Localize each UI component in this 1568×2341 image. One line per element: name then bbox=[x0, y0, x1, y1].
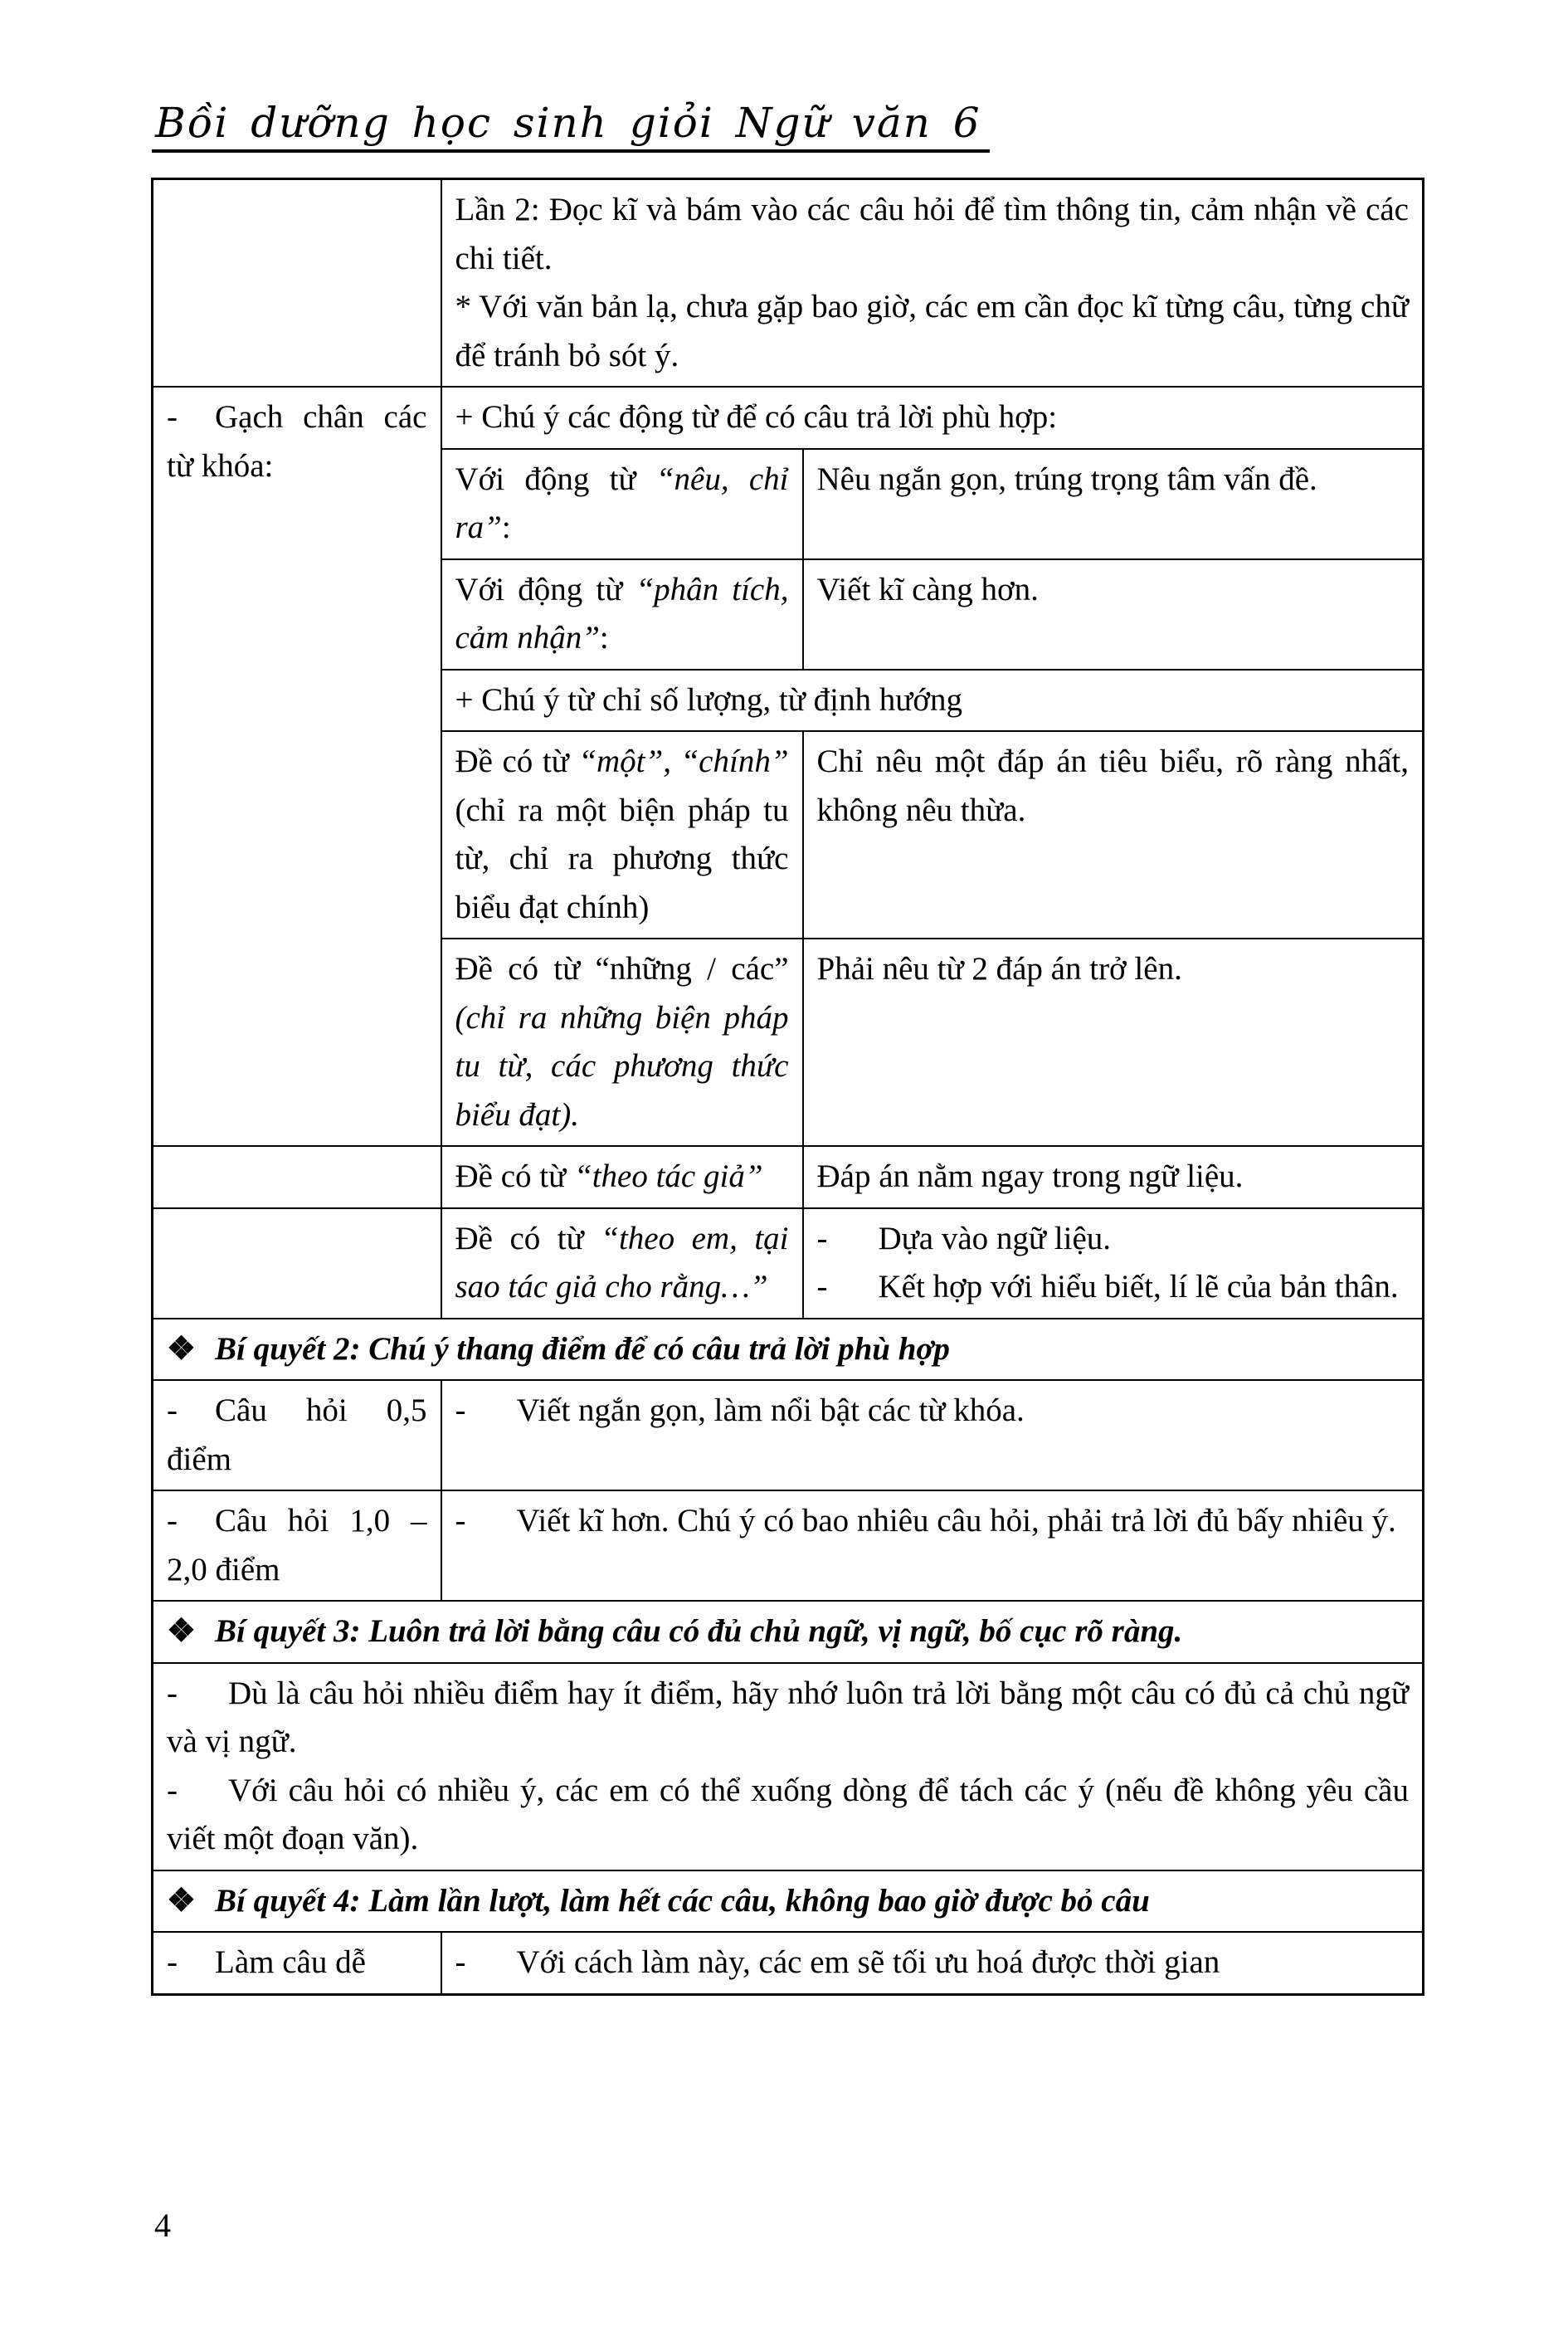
verb-phantich-italic: “phân tích, cảm nhận” bbox=[455, 571, 789, 656]
cell-theo-tacgia-answer bbox=[803, 1146, 1424, 1208]
theo-em-prefix: Đề có từ bbox=[455, 1220, 601, 1256]
cell-qty-mot-key bbox=[441, 731, 803, 939]
secret3-point-2: - Với câu hỏi có nhiều ý, các em có thể xuống dòng để tách các ý (nếu đề không yêu cầu viết một đoạn văn). bbox=[167, 1767, 1409, 1864]
qty-mot-prefix: Đề có từ bbox=[455, 744, 579, 779]
cell-easy-questions-advice bbox=[441, 1932, 1424, 1994]
book-title: Bồi dưỡng học sinh giỏi Ngữ văn 6 bbox=[152, 98, 990, 153]
verb-neu-prefix: Với động từ bbox=[455, 461, 656, 497]
diamond-icon: ❖ bbox=[167, 1330, 196, 1367]
row-question-10-20 bbox=[153, 1490, 1424, 1601]
question-10-20-label: Câu hỏi 1,0 – 2,0 điểm bbox=[167, 1503, 427, 1587]
cell-theo-em-answers bbox=[803, 1208, 1424, 1319]
cell-question-10-20-advice bbox=[441, 1490, 1424, 1601]
note-verbs-text: + Chú ý các động từ để có câu trả lời phù hợp: bbox=[455, 399, 1058, 435]
cell-verb-neu-answer bbox=[803, 449, 1424, 559]
bullet-dash: - bbox=[455, 1392, 466, 1428]
cell-read-round2 bbox=[441, 179, 1424, 388]
cell-empty bbox=[153, 1208, 441, 1319]
cell-note-verbs bbox=[441, 387, 1424, 449]
qty-mot-answer: Chỉ nêu một đáp án tiêu biểu, rõ ràng nhất, không nêu thừa. bbox=[816, 744, 1409, 828]
question-05-advice: Viết ngắn gọn, làm nổi bật các từ khóa. bbox=[516, 1392, 1025, 1428]
cell-qty-mot-answer bbox=[803, 731, 1424, 939]
page-header bbox=[152, 98, 990, 153]
theo-tacgia-prefix: Đề có từ bbox=[455, 1158, 575, 1194]
secret2-heading-text: Bí quyết 2: Chú ý thang điểm để có câu trả lời phù hợp bbox=[215, 1330, 950, 1367]
bullet-dash: - bbox=[167, 399, 178, 435]
secret3-point-1: - Dù là câu hỏi nhiều điểm hay ít điểm, hãy nhớ luôn trả lời bằng một câu có đủ cả chủ ngữ và vị ngữ. bbox=[167, 1670, 1409, 1767]
qty-nhung-italic: (chỉ ra những biện pháp tu từ, các phương thức biểu đạt). bbox=[455, 999, 789, 1133]
question-05-label: Câu hỏi 0,5 điểm bbox=[167, 1392, 427, 1477]
verb-neu-italic: “nêu, chỉ ra” bbox=[455, 461, 789, 545]
row-read-round2 bbox=[153, 179, 1424, 388]
cell-easy-questions-label bbox=[153, 1932, 441, 1994]
cell-empty bbox=[153, 179, 441, 388]
cell-note-quantity bbox=[441, 670, 1424, 732]
easy-questions-label: Làm câu dễ bbox=[215, 1944, 366, 1980]
easy-questions-advice: Với cách làm này, các em sẽ tối ưu hoá được thời gian bbox=[516, 1944, 1220, 1980]
question-10-20-advice: - Viết kĩ hơn. Chú ý có bao nhiêu câu hỏi, phải trả lời đủ bấy nhiêu ý. bbox=[455, 1497, 1410, 1546]
qty-nhung-prefix: Đề có từ “những / các” bbox=[455, 951, 789, 987]
row-easy-questions bbox=[153, 1932, 1424, 1994]
cell-question-10-20-label bbox=[153, 1490, 441, 1601]
bullet-dash: - bbox=[816, 1269, 828, 1305]
verb-phantich-answer: Viết kĩ càng hơn. bbox=[816, 571, 1039, 607]
bullet-dash: - bbox=[167, 1944, 178, 1980]
bullet-dash: - bbox=[167, 1675, 178, 1711]
cell-theo-tacgia-key bbox=[441, 1146, 803, 1208]
bullet-dash: - bbox=[167, 1503, 178, 1539]
cell-verb-phantich-answer bbox=[803, 559, 1424, 670]
qty-nhung-answer: Phải nêu từ 2 đáp án trở lên. bbox=[816, 951, 1182, 987]
underline-keywords-label: Gạch chân các từ khóa: bbox=[167, 399, 427, 484]
verb-neu-suffix: : bbox=[501, 510, 511, 545]
diamond-icon: ❖ bbox=[167, 1882, 196, 1919]
page-number: 4 bbox=[154, 2207, 171, 2244]
theo-em-answer-2: - Kết hợp với hiểu biết, lí lẽ của bản thân. bbox=[817, 1263, 1410, 1312]
cell-qty-nhung-answer bbox=[803, 939, 1424, 1146]
bullet-dash: - bbox=[455, 1503, 466, 1539]
cell-secret3-heading bbox=[153, 1601, 1424, 1663]
cell-verb-phantich-key bbox=[441, 559, 803, 670]
cell-secret2-heading bbox=[153, 1319, 1424, 1381]
secret3-heading-text: Bí quyết 3: Luôn trả lời bằng câu có đủ chủ ngữ, vị ngữ, bố cục rõ ràng. bbox=[215, 1613, 1183, 1649]
qty-mot-italic: “một”, “chính” bbox=[578, 744, 789, 779]
row-secret2-heading bbox=[153, 1319, 1424, 1381]
cell-question-05-label bbox=[153, 1380, 441, 1490]
theo-tacgia-answer: Đáp án nằm ngay trong ngữ liệu. bbox=[816, 1158, 1244, 1194]
bullet-dash: - bbox=[455, 1944, 466, 1980]
cell-verb-neu-key bbox=[441, 449, 803, 559]
row-secret3-heading bbox=[153, 1601, 1424, 1663]
tips-table bbox=[151, 178, 1424, 1996]
verb-phantich-suffix: : bbox=[599, 620, 609, 656]
secret4-heading-text: Bí quyết 4: Làm lần lượt, làm hết các câu, không bao giờ được bỏ câu bbox=[215, 1882, 1150, 1919]
bullet-dash: - bbox=[167, 1392, 178, 1428]
row-theo-tacgia bbox=[153, 1146, 1424, 1208]
diamond-icon: ❖ bbox=[167, 1613, 196, 1649]
row-question-05 bbox=[153, 1380, 1424, 1490]
qty-mot-suffix: (chỉ ra một biện pháp tu từ, chỉ ra phương thức biểu đạt chính) bbox=[455, 792, 789, 925]
row-secret3-body bbox=[153, 1663, 1424, 1870]
cell-underline-keywords bbox=[153, 387, 441, 1146]
row-note-verbs bbox=[153, 387, 1424, 449]
cell-empty bbox=[153, 1146, 441, 1208]
cell-secret4-heading bbox=[153, 1870, 1424, 1933]
theo-em-answer-1: - Dựa vào ngữ liệu. bbox=[817, 1215, 1410, 1264]
bullet-dash: - bbox=[816, 1220, 828, 1256]
cell-qty-nhung-key bbox=[441, 939, 803, 1146]
note-quantity-text: + Chú ý từ chỉ số lượng, từ định hướng bbox=[455, 681, 962, 718]
theo-tacgia-italic: “theo tác giả” bbox=[574, 1158, 763, 1194]
cell-question-05-advice bbox=[441, 1380, 1424, 1490]
theo-em-italic: “theo em, tại sao tác giả cho rằng…” bbox=[455, 1220, 789, 1305]
row-theo-em bbox=[153, 1208, 1424, 1319]
row-secret4-heading bbox=[153, 1870, 1424, 1933]
read-round2-line1: Lần 2: Đọc kĩ và bám vào các câu hỏi để tìm thông tin, cảm nhận về các chi tiết. bbox=[455, 192, 1409, 276]
cell-theo-em-key bbox=[441, 1208, 803, 1319]
verb-neu-answer: Nêu ngắn gọn, trúng trọng tâm vấn đề. bbox=[816, 461, 1317, 497]
read-round2-line2: * Với văn bản lạ, chưa gặp bao giờ, các em cần đọc kĩ từng câu, từng chữ để tránh bỏ sót ý. bbox=[455, 289, 1409, 373]
cell-secret3-body bbox=[153, 1663, 1424, 1870]
verb-phantich-prefix: Với động từ bbox=[455, 571, 636, 607]
bullet-dash: - bbox=[167, 1772, 178, 1808]
